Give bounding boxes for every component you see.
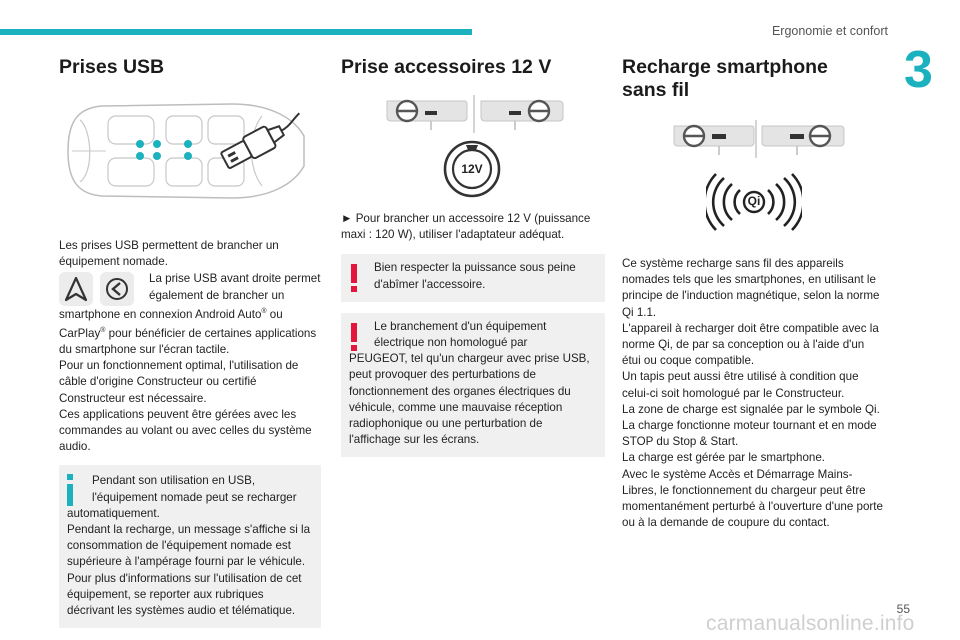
- dashboard-location-diagram: [341, 93, 605, 135]
- qi-label: Qi: [747, 194, 761, 208]
- watermark: carmanualsonline.info: [706, 612, 915, 635]
- usb-info-p3: Pour plus d'informations sur l'utilisation de cet équipement, se reporter aux rubriques décrivant les systèmes audio et télématique.: [67, 571, 302, 617]
- usb-android-line-start: La prise USB avant droite permet également de brancher un: [149, 272, 321, 302]
- header-accent-bar: [0, 29, 472, 35]
- accessory-warning-2: [341, 313, 605, 458]
- usb-android-text: smartphone en connexion Android Auto: [59, 307, 262, 321]
- wireless-p6: La charge est gérée par le smartphone.: [622, 451, 826, 465]
- wireless-p1: Ce système recharge sans fil des appareils nomades tels que les smartphones, en utilisant le principe de l'induction magnétique, selon la norme Qi 1.1.: [622, 257, 880, 319]
- accessory-warning-2-rest: PEUGEOT, tel qu'un chargeur avec prise USB, peut provoquer des perturbations de fonctionnement des organes électriques du véhicule, comme une mauvaise réception radiophonique ou une perturbation de l'affichage sur les écrans.: [349, 352, 590, 447]
- accessory-warning-1-text: Bien respecter la puissance sous peine d'abîmer l'accessoire.: [374, 261, 576, 291]
- 12v-socket-icon: [442, 139, 502, 199]
- wireless-p4: La zone de charge est signalée par le symbole Qi.: [622, 402, 880, 416]
- accessory-warning-2-first: Le branchement d'un équipement électrique non homologué par: [374, 319, 547, 350]
- section-title: Ergonomie et confort: [771, 24, 888, 38]
- usb-android-carplay-paragraph: [59, 271, 323, 358]
- wireless-title: Recharge smartphone sans fil: [622, 56, 828, 101]
- usb-info-p2: Pendant la recharge, un message s'affiche si la consommation de l'équipement nomade est supérieure à l'ampérage fourni par le véhicule.: [67, 522, 311, 569]
- warning-icon: [351, 323, 357, 351]
- car-usb-diagram: [62, 96, 312, 206]
- chapter-number: 3: [904, 41, 933, 99]
- usb-title: Prises USB: [59, 56, 165, 78]
- 12v-label: 12V: [461, 162, 483, 176]
- usb-info-line1: Pendant son utilisation en USB, l'équipement nomade peut se recharger: [92, 474, 297, 504]
- accessory-title: Prise accessoires 12 V: [341, 56, 552, 78]
- warning-icon: [351, 264, 357, 292]
- dashboard-location-diagram: [622, 118, 886, 160]
- wireless-text: [622, 256, 886, 531]
- usb-controls-paragraph: Ces applications peuvent être gérées avec les commandes au volant ou avec celles du système audio.: [59, 407, 312, 454]
- wireless-p5: La charge fonctionne moteur tournant et en mode STOP du Stop & Start.: [622, 419, 877, 449]
- usb-cable-paragraph: Pour un fonctionnement optimal, l'utilisation de câble d'origine Constructeur ou certifié Constructeur est nécessaire.: [59, 359, 299, 405]
- android-auto-icon: [59, 272, 93, 306]
- qi-symbol-icon: [706, 172, 802, 232]
- carplay-icon: [100, 272, 134, 306]
- registered-mark: ®: [261, 307, 267, 315]
- wireless-p3: Un tapis peut aussi être utilisé à condition que celui-ci soit homologué par le Constructeur.: [622, 370, 859, 400]
- wireless-p7: Avec le système Accès et Démarrage Mains-Libres, le fonctionnement du chargeur peut être momentanément perturbé à l'ouverture d'une porte ou à la demande de coupure du contact.: [622, 467, 883, 530]
- page-number: 55: [896, 602, 910, 616]
- usb-apps-text: pour bénéficier de certaines applications du smartphone sur l'écran tactile.: [59, 326, 317, 356]
- accessory-warning-1: [341, 254, 605, 301]
- accessory-instruction: ► Pour brancher un accessoire 12 V (puissance maxi : 120 W), utiliser l'adaptateur adéquat.: [341, 212, 591, 242]
- usb-carplay-text: ou CarPlay: [59, 307, 283, 340]
- wireless-p2: L'appareil à recharger doit être compatible avec la norme Qi, de par sa conception ou à l'aide d'un étui ou coque compatible.: [622, 321, 879, 368]
- usb-info-note: [59, 465, 321, 628]
- registered-mark: ®: [100, 326, 106, 334]
- accessory-socket-column: [341, 56, 605, 457]
- usb-column: [59, 56, 323, 628]
- usb-intro: Les prises USB permettent de brancher un équipement nomade.: [59, 239, 279, 269]
- wireless-charging-column: [622, 56, 886, 531]
- usb-info-line1-rest: automatiquement.: [67, 506, 160, 520]
- info-icon: [65, 474, 75, 506]
